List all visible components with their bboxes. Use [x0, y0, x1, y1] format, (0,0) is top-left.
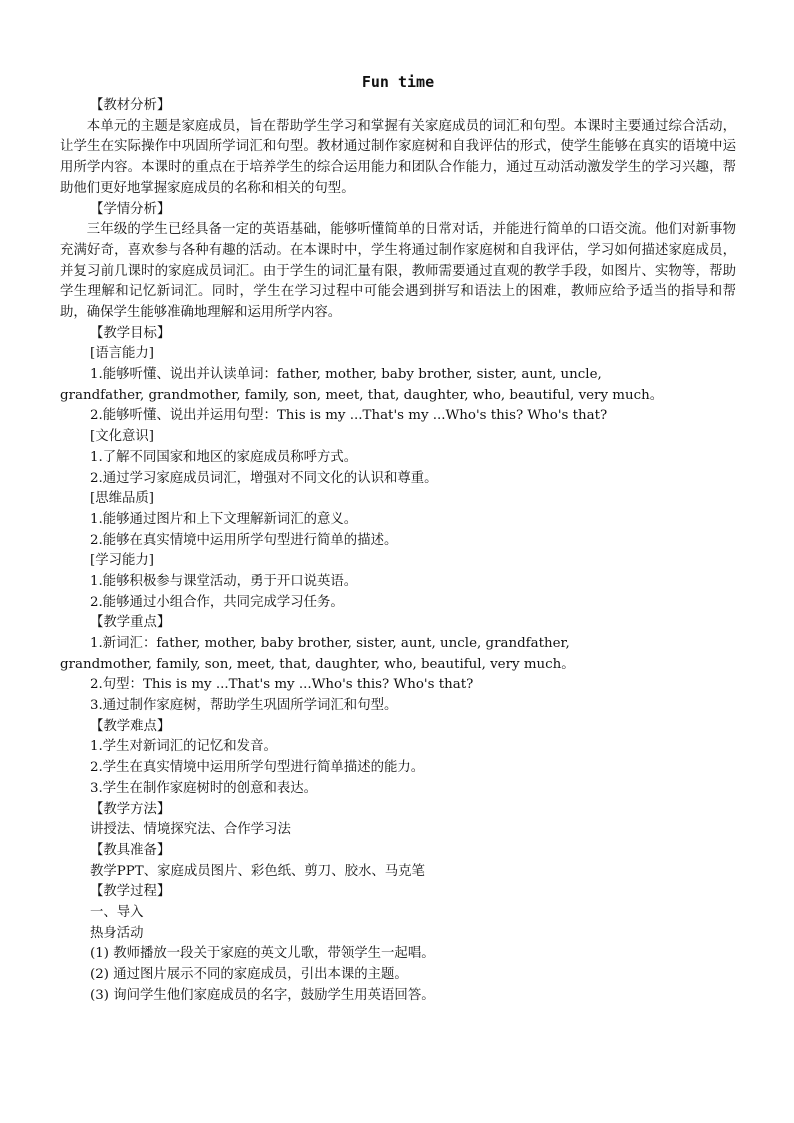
difficulty-item-1: 1.学生对新词汇的记忆和发音。 [90, 739, 277, 755]
process-step-2: (2) 通过图片展示不同的家庭成员，引出本课的主题。 [90, 967, 408, 983]
section-heading-goals: 【教学目标】 [90, 325, 171, 341]
document-page [60, 70, 736, 1006]
section-heading-methods: 【教学方法】 [90, 801, 171, 817]
thinking-item-1: 1.能够通过图片和上下文理解新词汇的意义。 [90, 511, 358, 527]
subheading-culture: [文化意识] [90, 429, 155, 445]
section-heading-process: 【教学过程】 [90, 884, 171, 900]
subheading-thinking: [思维品质] [90, 491, 155, 507]
students-paragraph: 三年级的学生已经具备一定的英语基础，能够听懂简单的日常对话，并能进行简单的口语交流。他们对新事物充满好奇，喜欢参与各种有趣的活动。在本课时中，学生将通过制作家庭树和自我评估，学习如何描述家庭成员，并复习前几课时的家庭成员词汇。由于学生的词汇量有限，教师需要通过直观的教学手段，如图片、实物等，帮助学生理解和记忆新词汇。同时，学生在学习过程中可能会遇到拼写和语法上的困难，教师应给予适当的指导和帮助，确保学生能够准确地理解和运用所学内容。 [60, 222, 736, 320]
process-step-intro: 一、导入 [90, 904, 144, 920]
document-title: Fun time [361, 73, 435, 91]
section-heading-students: 【学情分析】 [90, 201, 171, 217]
section-heading-material: 【教材分析】 [90, 98, 171, 113]
key-item-1: 1.新词汇：father, mother, baby brother, sister, aunt, uncle, grandfather, [90, 636, 570, 652]
material-paragraph: 本单元的主题是家庭成员，旨在帮助学生学习和掌握有关家庭成员的词汇和句型。本课时主要通过综合活动，让学生在实际操作中巩固所学词汇和句型。教材通过制作家庭树和自我评估的形式，使学生能够在真实的语境中运用所学内容。本课时的重点在于培养学生的综合运用能力和团队合作能力，通过互动活动激发学生的学习兴趣，帮助他们更好地掌握家庭成员的名称和相关的句型。 [60, 118, 736, 196]
key-item-1-continued: grandmother, family, son, meet, that, daughter, who, beautiful, very much。 [60, 656, 575, 672]
key-item-3: 3.通过制作家庭树，帮助学生巩固所学词汇和句型。 [90, 698, 398, 714]
process-step-1: (1) 教师播放一段关于家庭的英文儿歌，带领学生一起唱。 [90, 946, 435, 962]
methods-text: 讲授法、情境探究法、合作学习法 [90, 822, 291, 838]
key-item-2: 2.句型：This is my ...That's my ...Who's this? Who's that? [90, 677, 474, 693]
tools-text: 教学PPT、家庭成员图片、彩色纸、剪刀、胶水、马克笔 [90, 863, 425, 879]
language-item-2: 2.能够听懂、说出并运用句型：This is my ...That's my ...Who's this? Who's that? [90, 408, 608, 424]
section-heading-tools: 【教具准备】 [90, 842, 171, 858]
language-item-1: 1.能够听懂、说出并认读单词：father, mother, baby brother, sister, aunt, uncle, [90, 367, 602, 383]
section-heading-key-points: 【教学重点】 [90, 615, 171, 631]
thinking-item-2: 2.能够在真实情境中运用所学句型进行简单的描述。 [90, 532, 398, 548]
section-heading-difficulties: 【教学难点】 [90, 718, 171, 734]
process-step-3: (3) 询问学生他们家庭成员的名字，鼓励学生用英语回答。 [90, 987, 435, 1003]
difficulty-item-2: 2.学生在真实情境中运用所学句型进行简单描述的能力。 [90, 760, 425, 776]
subheading-learning: [学习能力] [90, 553, 155, 569]
culture-item-2: 2.通过学习家庭成员词汇，增强对不同文化的认识和尊重。 [90, 470, 438, 486]
language-item-1-continued: grandfather, grandmother, family, son, meet, that, daughter, who, beautiful, very much。 [60, 387, 664, 403]
learning-item-1: 1.能够积极参与课堂活动，勇于开口说英语。 [90, 573, 358, 589]
learning-item-2: 2.能够通过小组合作，共同完成学习任务。 [90, 594, 344, 610]
process-warmup-label: 热身活动 [90, 925, 144, 941]
difficulty-item-3: 3.学生在制作家庭树时的创意和表达。 [90, 780, 318, 796]
culture-item-1: 1.了解不同国家和地区的家庭成员称呼方式。 [90, 449, 358, 465]
subheading-language: [语言能力] [90, 346, 155, 362]
